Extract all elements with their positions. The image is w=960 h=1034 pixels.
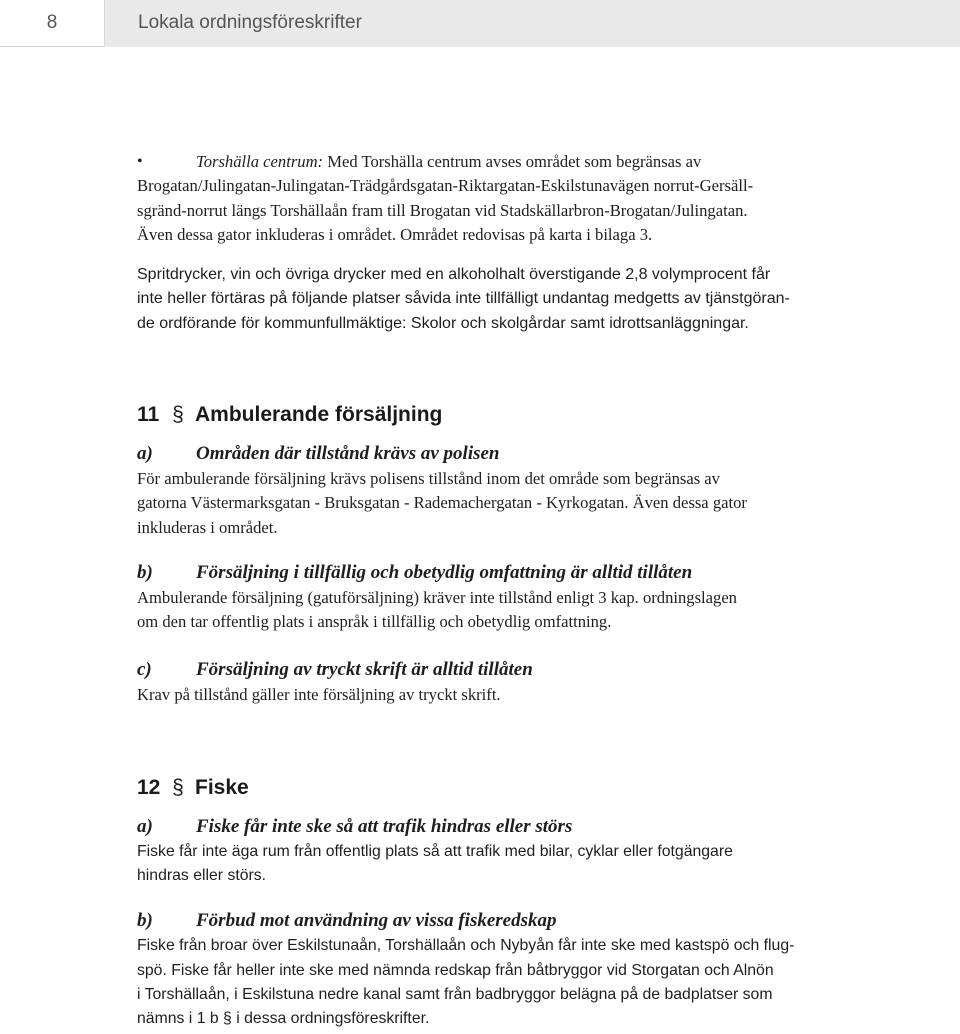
paragraph-spritdrycker — [137, 263, 873, 336]
subsection-letter: a) — [137, 443, 153, 465]
document-body — [137, 150, 873, 1032]
bullet-line: Brogatan/Julingatan-Julingatan-Trädgårdsgatan-Riktargatan-Eskilstunavägen norrut-Gersäll- — [137, 176, 754, 196]
paragraph-line: hindras eller störs. — [137, 867, 267, 885]
subsection-letter: b) — [137, 561, 153, 583]
paragraph-line: Fiske får inte äga rum från offentlig plats så att trafik med bilar, cyklar eller fotgängare — [137, 842, 733, 860]
subsection-11c-text — [137, 683, 873, 707]
bullet-lead-rest: Med Torshälla centrum avses området som begränsas av — [323, 152, 702, 171]
subsection-12b-heading — [137, 908, 873, 934]
paragraph-line: spö. Fiske får heller inte ske med nämnda redskap från båtbryggor vid Storgatan och Alnön — [137, 961, 774, 979]
paragraph-line: För ambulerande försäljning krävs polisens tillstånd inom det område som begränsas av — [137, 469, 720, 489]
subsection-title: Försäljning av tryckt skrift är alltid tillåten — [196, 658, 533, 680]
paragraph-line: Krav på tillstånd gäller inte försäljning av tryckt skrift. — [137, 684, 501, 704]
section-number: 12 — [137, 775, 161, 799]
paragraph-line: Spritdrycker, vin och övriga drycker med en alkoholhalt överstigande 2,8 volymprocent får — [137, 266, 771, 284]
paragraph-line: Fiske från broar över Eskilstunaån, Torshällaån och Nybyån får inte ske med kastspö och flug- — [137, 937, 795, 955]
bullet-paragraph-torshalla — [137, 150, 873, 247]
section-title: Fiske — [195, 775, 249, 799]
bullet-icon: • — [137, 153, 143, 170]
subsection-11b-text — [137, 586, 873, 635]
paragraph-line: nämns i 1 b § i dessa ordningsföreskrifter. — [137, 1010, 430, 1028]
subsection-title: Fiske får inte ske så att trafik hindras eller störs — [196, 815, 573, 837]
subsection-letter: a) — [137, 815, 153, 837]
paragraph-line: gatorna Västermarksgatan - Bruksgatan - Rademachergatan - Kyrkogatan. Även dessa gator — [137, 493, 747, 513]
section-number: 11 — [137, 403, 160, 427]
bullet-line: Även dessa gator inkluderas i området. Området redovisas på karta i bilaga 3. — [137, 224, 653, 244]
subsection-12a-heading — [137, 814, 873, 840]
subsection-title: Områden där tillstånd krävs av polisen — [196, 443, 500, 465]
paragraph-line: inkluderas i området. — [137, 517, 278, 537]
bullet-line: sgränd-norrut längs Torshällaån fram till Brogatan vid Stadskällarbron-Brogatan/Julingatan. — [137, 200, 748, 220]
section-title: Ambulerande försäljning — [195, 403, 443, 427]
paragraph-line: i Torshällaån, i Eskilstuna nedre kanal samt från badbryggor belägna på de badplatser som — [137, 986, 773, 1004]
paragraph-line: de ordförande för kommunfullmäktige: Skolor och skolgårdar samt idrottsanläggningar. — [137, 314, 749, 332]
section-sign: § — [172, 403, 184, 427]
subsection-12b-text — [137, 934, 873, 1031]
section-11-heading — [137, 402, 873, 428]
subsection-title: Förbud mot användning av vissa fiskeredskap — [196, 910, 557, 932]
running-title: Lokala ordningsföreskrifter — [105, 0, 960, 47]
paragraph-line: inte heller förtäras på följande platser såvida inte tillfälligt undantag medgetts av tjänstgöran- — [137, 290, 790, 308]
section-12-heading — [137, 775, 873, 801]
page-header — [0, 0, 960, 47]
paragraph-line: Ambulerande försäljning (gatuförsäljning) kräver inte tillstånd enligt 3 kap. ordningslagen — [137, 587, 737, 607]
bullet-lead-italic: Torshälla centrum: — [196, 152, 324, 171]
bullet-line — [137, 150, 873, 174]
section-sign: § — [172, 775, 184, 799]
subsection-11a-heading — [137, 441, 873, 467]
subsection-letter: b) — [137, 910, 153, 932]
subsection-11a-text — [137, 467, 873, 540]
subsection-letter: c) — [137, 658, 152, 680]
subsection-11b-heading — [137, 560, 873, 586]
paragraph-line: om den tar offentlig plats i anspråk i tillfällig och obetydlig omfattning. — [137, 612, 612, 632]
subsection-title: Försäljning i tillfällig och obetydlig omfattning är alltid tillåten — [196, 561, 693, 583]
subsection-11c-heading — [137, 657, 873, 683]
page-number: 8 — [0, 0, 105, 47]
subsection-12a-text — [137, 840, 873, 889]
